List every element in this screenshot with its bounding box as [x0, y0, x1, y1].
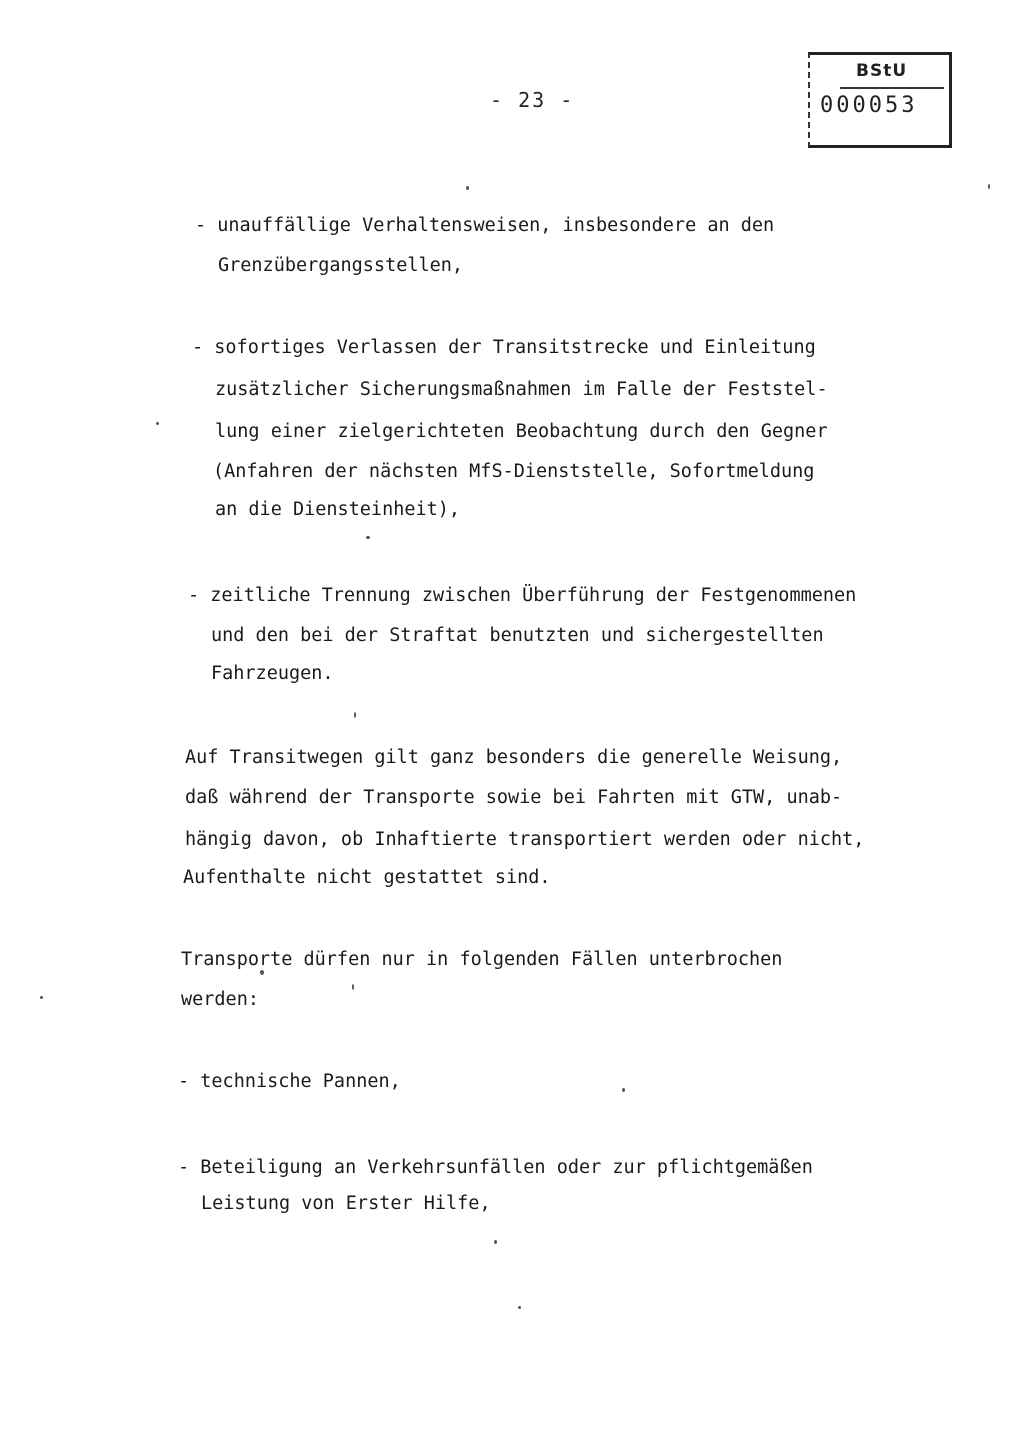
text-line: Transporte dürfen nur in folgenden Fällen unterbrochen [181, 949, 783, 970]
page-number: - 23 - [490, 88, 575, 112]
text-line: Aufenthalte nicht gestattet sind. [183, 867, 551, 888]
text-line: - sofortiges Verlassen der Transitstrecke und Einleitung [192, 337, 816, 358]
text-line: - Beteiligung an Verkehrsunfällen oder zur pflichtgemäßen [178, 1157, 813, 1178]
scan-speck [466, 186, 469, 190]
stamp-number: 000053 [820, 93, 918, 118]
text-line: Fahrzeugen. [211, 663, 334, 684]
scan-speck [518, 1306, 521, 1309]
text-line: werden: [181, 989, 259, 1010]
scan-speck [156, 422, 159, 425]
text-line: - technische Pannen, [178, 1071, 401, 1092]
text-line: - unauffällige Verhaltensweisen, insbesondere an den [195, 215, 775, 236]
scan-speck [494, 1240, 497, 1244]
archive-stamp [808, 52, 952, 148]
text-line: zusätzlicher Sicherungsmaßnahmen im Falle der Feststel- [215, 379, 828, 400]
scan-speck [260, 970, 264, 975]
text-line: (Anfahren der nächsten MfS-Dienststelle, Sofortmeldung [213, 461, 815, 482]
text-line: hängig davon, ob Inhaftierte transportiert werden oder nicht, [185, 829, 865, 850]
scan-speck [622, 1088, 625, 1092]
text-line: und den bei der Straftat benutzten und sichergestellten [211, 625, 824, 646]
scan-speck [352, 984, 354, 990]
text-line: Auf Transitwegen gilt ganz besonders die generelle Weisung, [185, 747, 843, 768]
stamp-divider [840, 87, 944, 89]
scan-speck [40, 996, 43, 999]
text-line: Leistung von Erster Hilfe, [201, 1193, 491, 1214]
stamp-label: BStU [856, 61, 908, 81]
scan-speck [988, 184, 990, 189]
text-line: - zeitliche Trennung zwischen Überführung der Festgenommenen [188, 585, 857, 606]
text-line: Grenzübergangsstellen, [218, 255, 464, 276]
text-line: an die Diensteinheit), [215, 499, 461, 520]
text-line: daß während der Transporte sowie bei Fahrten mit GTW, unab- [185, 787, 843, 808]
text-line: lung einer zielgerichteten Beobachtung durch den Gegner [215, 421, 828, 442]
scan-speck [354, 712, 356, 718]
scan-speck [366, 536, 370, 539]
